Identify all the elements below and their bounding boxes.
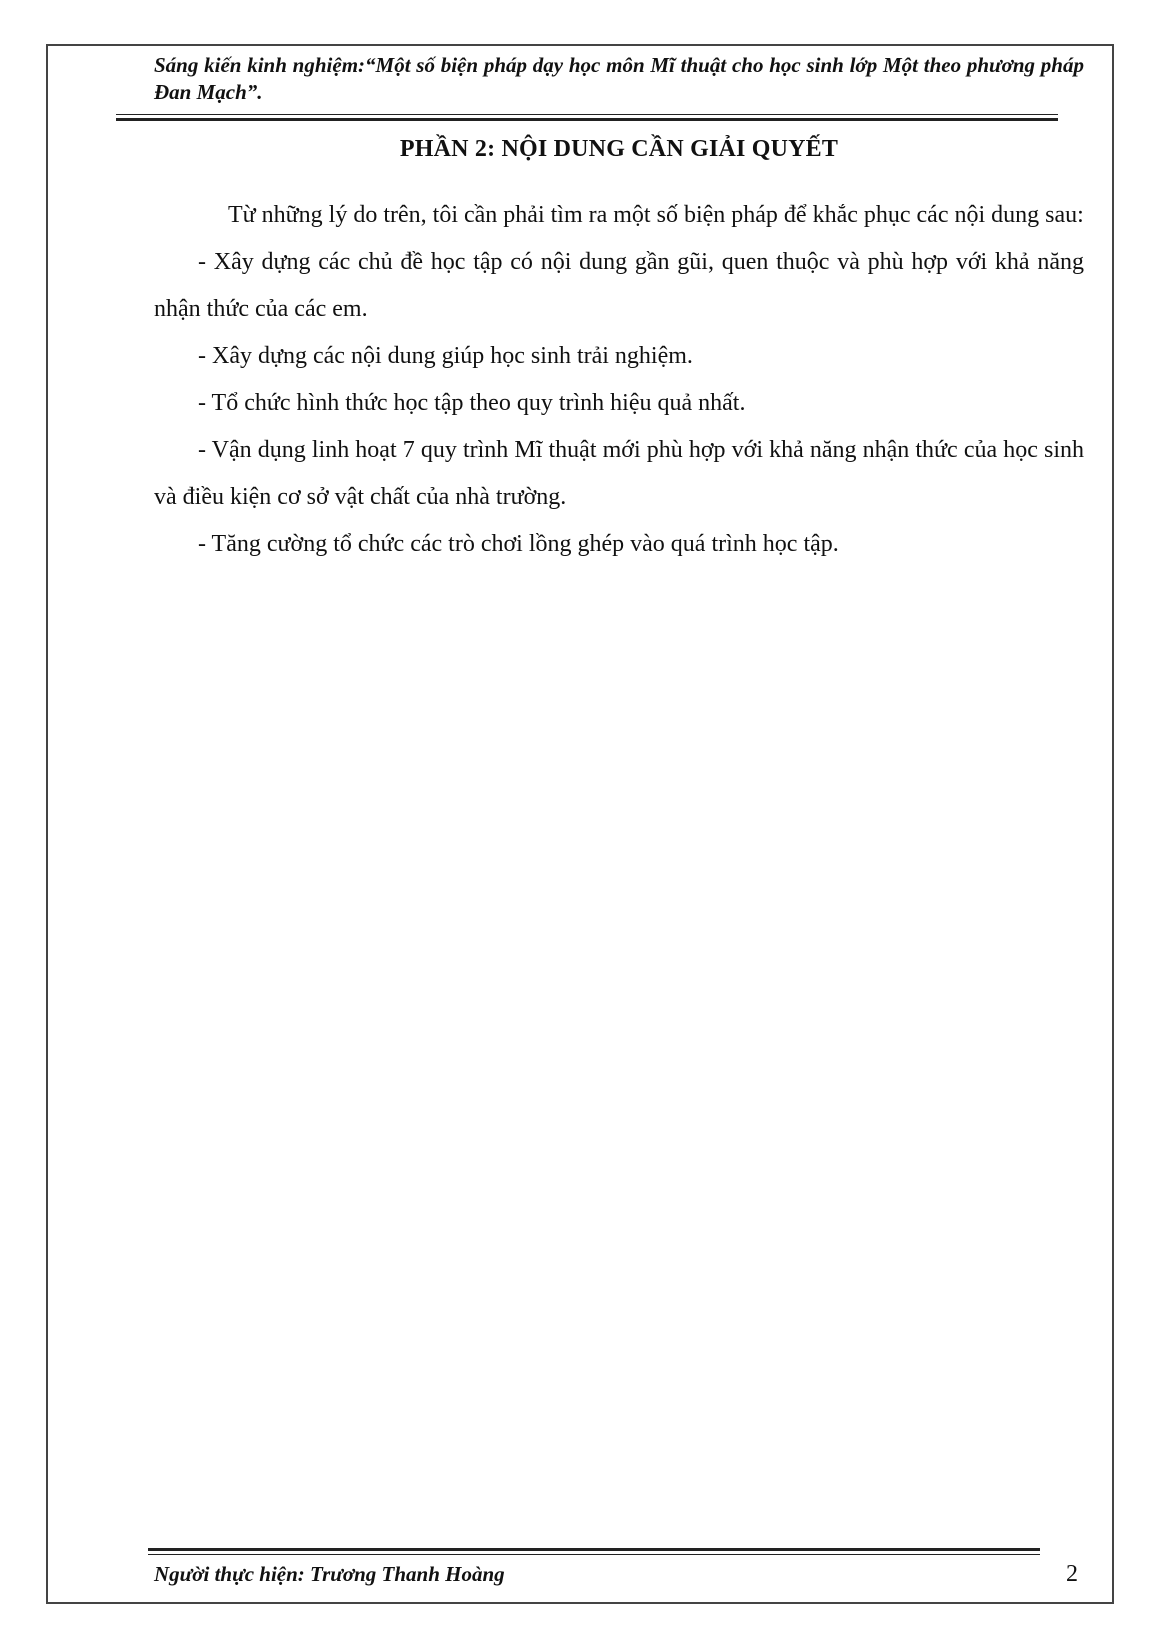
bullet-item: - Vận dụng linh hoạt 7 quy trình Mĩ thuật mới phù hợp với khả năng nhận thức của học sinh và điều kiện cơ sở vật chất của nhà trường. xyxy=(154,437,1084,510)
bullet-item: - Tổ chức hình thức học tập theo quy trình hiệu quả nhất. xyxy=(198,390,746,416)
header-rule-thick xyxy=(116,118,1058,121)
section-title: PHẦN 2: NỘI DUNG CẦN GIẢI QUYẾT xyxy=(399,136,839,162)
bullet-item: - Xây dựng các chủ đề học tập có nội dung gần gũi, quen thuộc và phù hợp với khả năng nhận thức của các em. xyxy=(154,249,1084,322)
header-rule-thin xyxy=(116,114,1058,115)
page-number: 2 xyxy=(1066,1561,1078,1587)
footer-author: Người thực hiện: Trương Thanh Hoàng xyxy=(154,1562,505,1586)
intro-paragraph: Từ những lý do trên, tôi cần phải tìm ra một số biện pháp để khắc phục các nội dung sau: xyxy=(228,202,1084,228)
footer-rule-thick xyxy=(148,1548,1040,1551)
footer-rule-thin xyxy=(148,1554,1040,1555)
bullet-item: - Tăng cường tổ chức các trò chơi lồng ghép vào quá trình học tập. xyxy=(198,531,839,557)
body-content xyxy=(154,192,1084,568)
document-header: Sáng kiến kinh nghiệm:“Một số biện pháp dạy học môn Mĩ thuật cho học sinh lớp Một theo phương pháp Đan Mạch”. xyxy=(154,53,1084,104)
bullet-item: - Xây dựng các nội dung giúp học sinh trải nghiệm. xyxy=(198,343,693,369)
